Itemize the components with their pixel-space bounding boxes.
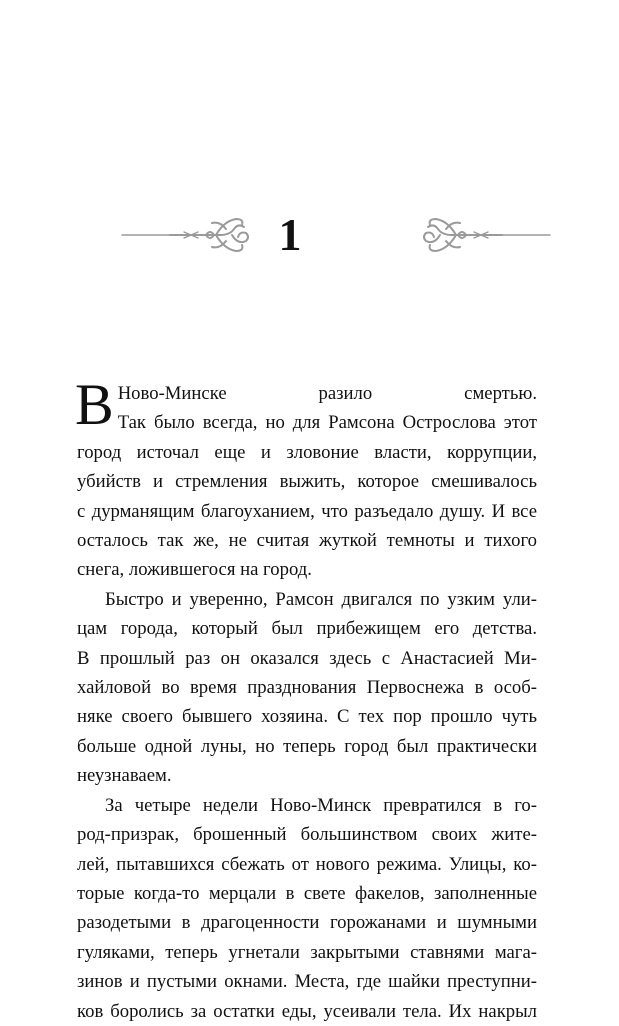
text-line: Так было всегда, но для Рамсона Острослова этот (117, 412, 537, 434)
paragraph (77, 791, 537, 820)
paragraph (77, 555, 537, 584)
drop-cap: В (75, 372, 114, 437)
paragraph (77, 850, 537, 879)
text-line: снега, ложившегося на город. (77, 559, 312, 581)
paragraph (77, 644, 537, 673)
text-line: хайловой во время празднования Первоснежа в особ- (77, 677, 537, 699)
text-line: цам города, который был прибежищем его детства. (77, 618, 537, 640)
text-line: За четыре недели Ново-Минск превратился в го- (105, 794, 537, 816)
paragraph (77, 497, 537, 526)
paragraph (77, 967, 537, 996)
text-line: больше одной луны, но теперь город был практически (77, 735, 537, 757)
paragraph (77, 467, 537, 496)
text-line: ков боролись за остатки еды, усеивали тела. Их накрыл (77, 1000, 537, 1022)
text-line: неузнаваем. (77, 765, 172, 787)
paragraph (77, 879, 537, 908)
text-line: торые когда-то мерцали в свете факелов, заполненные (77, 882, 537, 904)
chapter-number: 1 (278, 209, 302, 260)
paragraph (77, 585, 537, 614)
text-line: разодетыми в драгоценности горожанами и шумными (77, 912, 537, 934)
paragraph (77, 761, 537, 790)
paragraph (77, 408, 537, 437)
text-line: гуляками, теперь угнетали закрытыми ставнями мага- (77, 941, 537, 963)
text-line: Ново-Минске разило смертью. (117, 383, 537, 404)
text-line: няке своего бывшего хозяина. С тех пор прошло чуть (77, 706, 537, 728)
chapter-text (75, 372, 537, 1026)
text-line: лей, пытавшихся сбежать от нового режима. Улицы, ко- (77, 853, 537, 875)
paragraph (77, 938, 537, 967)
paragraph (77, 908, 537, 937)
text-line: с дурманящим благоуханием, что разъедало душу. И все (77, 500, 537, 522)
text-line: осталось так же, не считая жуткой темноты и тихого (77, 530, 537, 552)
text-line: зинов и пустыми окнами. Места, где шайки преступни- (77, 971, 537, 993)
text-line: город источал еще и зловоние власти, коррупции, (77, 441, 537, 463)
paragraph (77, 673, 537, 702)
paragraph (77, 997, 537, 1026)
text-line: род-призрак, брошенный большинством своих жите- (77, 824, 537, 846)
text-line: В прошлый раз он оказался здесь с Анастасией Ми- (77, 647, 537, 669)
paragraph (77, 438, 537, 467)
paragraph (77, 526, 537, 555)
paragraph (77, 614, 537, 643)
paragraph (77, 820, 537, 849)
right-flourish-icon (342, 205, 552, 265)
text-line: убийств и стремления выжить, которое смешивалось (77, 471, 537, 493)
text-line: Быстро и уверенно, Рамсон двигался по узким ули- (105, 588, 537, 610)
paragraph (77, 732, 537, 761)
chapter-header (0, 205, 619, 265)
paragraph (77, 702, 537, 731)
